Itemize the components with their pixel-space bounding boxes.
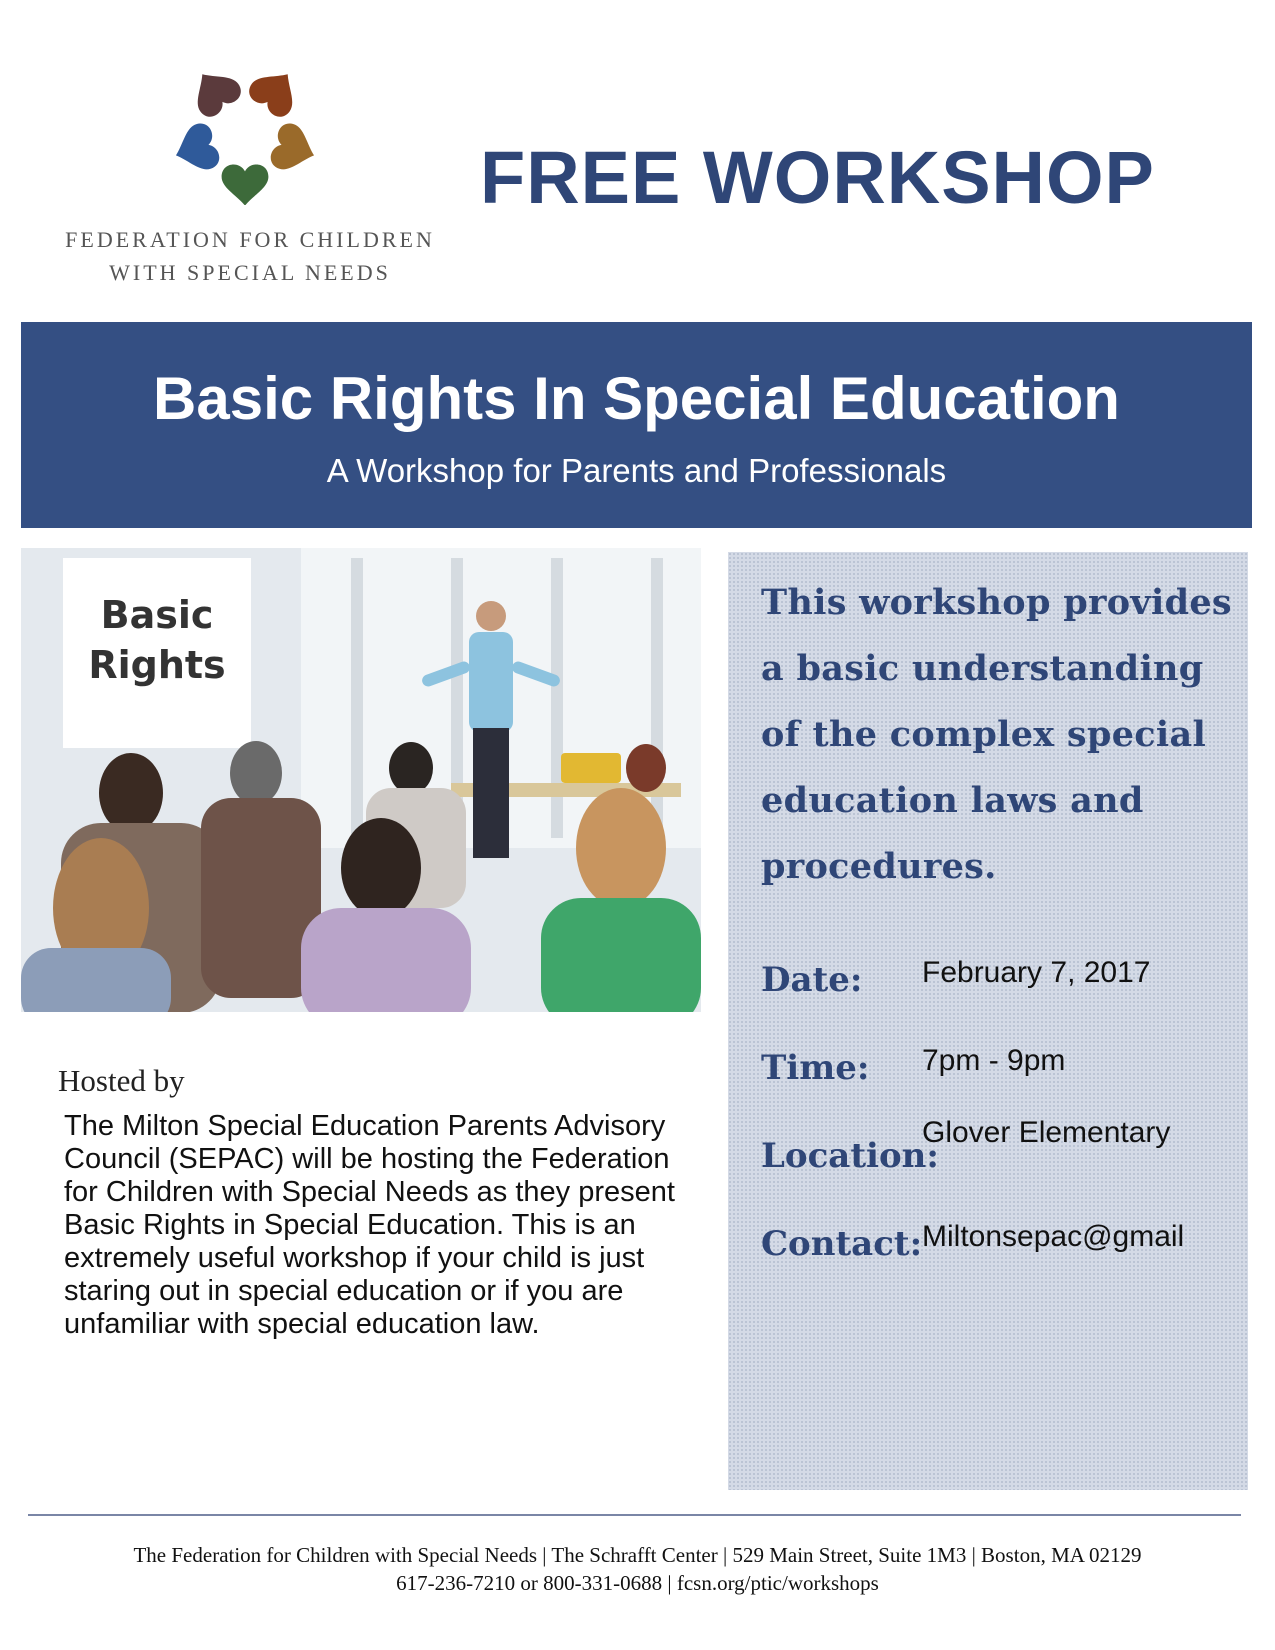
detail-label-location: Location:: [761, 1136, 939, 1176]
hearts-star-icon: [170, 55, 320, 205]
board-text-line1: Basic: [100, 593, 214, 637]
workshop-photo: [21, 548, 701, 1012]
title-banner: [21, 322, 1252, 528]
footer-contact: 617-236-7210 or 800-331-0688 | fcsn.org/ptic/workshops: [396, 1571, 879, 1595]
detail-value-contact: Miltonsepac@gmail: [922, 1220, 1185, 1253]
footer-address: The Federation for Children with Special Needs | The Schrafft Center | 529 Main Street, Suite 1M3 | Boston, MA 02129: [133, 1543, 1142, 1567]
detail-value-location: Glover Elementary: [922, 1116, 1171, 1149]
detail-label-contact: Contact:: [761, 1224, 923, 1264]
hosted-by-label: Hosted by: [58, 1063, 185, 1098]
workshop-subtitle: A Workshop for Parents and Professionals: [326, 452, 947, 489]
detail-value-date: February 7, 2017: [922, 956, 1151, 989]
heart-shape: [222, 164, 269, 205]
footer-divider: [28, 1514, 1241, 1516]
heart-shape: [183, 61, 245, 122]
heart-shape: [245, 61, 307, 122]
org-name-line1: FEDERATION FOR CHILDREN: [65, 227, 435, 252]
organization-logo: [50, 55, 450, 295]
details-panel: [728, 552, 1248, 1490]
classroom-illustration: [21, 548, 701, 1012]
star-shape: [226, 113, 264, 149]
heart-shape: [170, 120, 222, 177]
hosted-by-text: The Milton Special Education Parents Advisory Council (SEPAC) will be hosting the Federation for Children with Special Needs as they present Basic Rights in Special Education. This is an extremely useful workshop if your child is just staring out in special education or if you are unfamiliar with special education law.: [64, 1110, 675, 1340]
detail-label-time: Time:: [761, 1048, 870, 1088]
workshop-description: This workshop provides a basic understanding of the complex special education laws and procedures.: [761, 582, 1232, 887]
org-name-line2: WITH SPECIAL NEEDS: [109, 260, 391, 285]
detail-label-date: Date:: [761, 960, 863, 1000]
board-text-line2: Rights: [88, 643, 226, 687]
heart-shape: [268, 120, 320, 177]
page-title: FREE WORKSHOP: [480, 136, 1155, 219]
workshop-title: Basic Rights In Special Education: [153, 365, 1120, 432]
detail-value-time: 7pm - 9pm: [922, 1044, 1066, 1077]
